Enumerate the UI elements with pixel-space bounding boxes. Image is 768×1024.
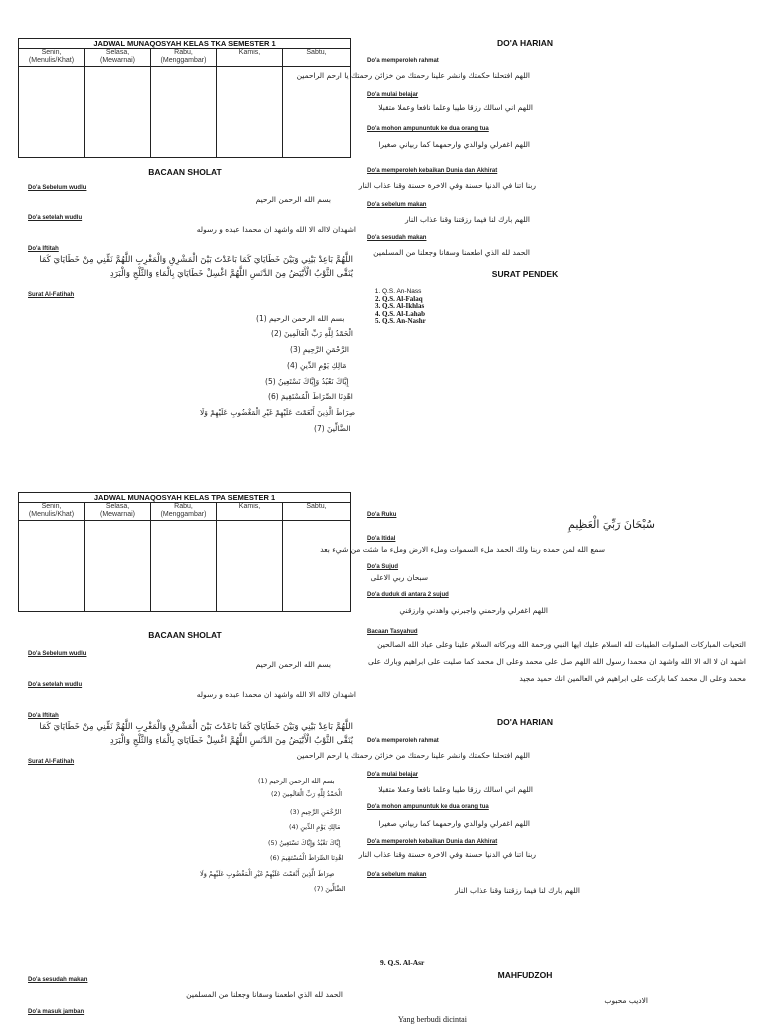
label-sesudah-makan: Do'a sesudah makan	[367, 235, 427, 241]
cell	[85, 521, 151, 612]
label-tasyahud: Bacaan Tasyahud	[367, 629, 418, 635]
arabic-text: اللهم اغفرلي ولوالدي وارحمهما كما ربياني صغيرا	[378, 819, 530, 828]
label-setelah-wudlu: Do'a setelah wudlu	[28, 215, 83, 221]
arabic-text: ربنا اتنا في الدنيا حسنة وفي الاخرة حسنة وقنا عذاب النار	[358, 850, 536, 859]
arabic-text: اللهم افتحلنا حكمتك وانشر علينا رحمتك من خزائن رحمتك يا ارحم الراحمين	[296, 751, 530, 760]
col-kamis: Kamis,	[217, 49, 283, 67]
fatihah-ayat: اهْدِنَا الصِّرَاطَ الْمُسْتَقِيمَ (6)	[270, 854, 344, 862]
arabic-paragraph: التحيات المباركات الصلوات الطيبات لله السلام عليك ايها النبي ورحمة الله وبركاته السلام علينا وعلى عباد الله الصالحين اشهد ان لا اله الا الله واشهد ان محمدا رسول الله اللهم صل على محمد وعلى ال محمد كما صليت على ابراهيم وبارك على محمد وعلى ال محمد كما باركت على ابراهيم في العالمين انك حميد مجيد	[367, 640, 746, 683]
col-sabtu: Sabtu,	[283, 49, 351, 67]
section-heading: DO'A HARIAN	[496, 717, 553, 727]
label-sebelum-wudlu: Do'a Sebelum wudlu	[28, 185, 87, 191]
section-heading: SURAT PENDEK	[491, 269, 559, 279]
col-sabtu: Sabtu,	[283, 503, 351, 521]
list-item: 3. Q.S. Al-Ikhlas	[382, 303, 426, 311]
cell	[217, 521, 283, 612]
section-heading: MAHFUDZOH	[497, 970, 553, 980]
label-ortu: Do'a mohon ampununtuk ke dua orang tua	[367, 126, 489, 132]
label-setelah-wudlu: Do'a setelah wudlu	[28, 682, 83, 688]
label-fatihah: Surat Al-Fatihah	[28, 292, 75, 298]
list-item: 5. Q.S. An-Nashr	[382, 318, 426, 326]
surat-list	[366, 288, 426, 326]
label-ortu: Do'a mohon ampununtuk ke dua orang tua	[367, 804, 489, 810]
arabic-paragraph: اللَّهُمَّ بَاعِدْ بَيْنِي وَبَيْنَ خَطَايَايَ كَمَا بَاعَدْتَ بَيْنَ الْمَشْرِقِ وَالْمَغْرِبِ اللَّهُمَّ نَقِّنِي مِنْ خَطَايَايَ كَمَا يُنَقَّى الثَّوْبُ الْأَبْيَضُ مِنَ الدَّنَسِ اللَّهُمَّ اغْسِلْ خَطَايَايَ بِالْمَاءِ وَالثَّلْجِ وَالْبَرَدِ	[39, 722, 353, 746]
list-item: 1. Q.S. An-Nass	[382, 288, 426, 296]
label-dunia: Do'a memperoleh kebaikan Dunia dan Akhirat	[367, 168, 498, 174]
arabic-text: سمع الله لمن حمده ربنا ولك الحمد ملء السموات وملء الارض وملء ما شئت من شيء بعد	[320, 545, 605, 554]
arabic-text: الاديب محبوب	[604, 996, 648, 1005]
label-iftitah: Do'a Iftitah	[28, 246, 59, 252]
section-heading: DO'A HARIAN	[496, 38, 553, 48]
arabic-text: سبحان ربي الاعلى	[370, 573, 428, 582]
arabic-text: الحمد لله الذي اطعمنا وسقانا وجعلنا من المسلمين	[186, 990, 343, 999]
cell	[283, 67, 351, 158]
label-rahmat: Do'a memperoleh rahmat	[367, 738, 439, 744]
list-item: 4. Q.S. Al-Lahab	[382, 311, 426, 319]
fatihah-ayat: اهْدِنَا الصِّرَاطَ الْمُسْتَقِيمَ (6)	[268, 392, 353, 401]
fatihah-ayat: الْحَمْدُ لِلَّهِ رَبِّ الْعَالَمِينَ (2)	[271, 329, 354, 338]
col-senin: Senin, (Menulis/Khat)	[19, 49, 85, 67]
label-dunia: Do'a memperoleh kebaikan Dunia dan Akhirat	[367, 839, 498, 845]
label-sesudah-makan: Do'a sesudah makan	[28, 977, 88, 983]
col-selasa: Selasa, (Mewarnai)	[85, 49, 151, 67]
cell	[283, 521, 351, 612]
arabic-text: اللهم بارك لنا فيما رزقتنا وقنا عذاب النار	[455, 886, 580, 895]
arabic-text: ربنا اتنا في الدنيا حسنة وفي الاخرة حسنة وقنا عذاب النار	[358, 181, 536, 190]
fatihah-ayat: إِيَّاكَ نَعْبُدُ وَإِيَّاكَ نَسْتَعِينُ (5)	[268, 839, 341, 847]
cell	[151, 521, 217, 612]
col-rabu: Rabu, (Menggambar)	[151, 503, 217, 521]
arabic-text: بسم الله الرحمن الرحيم	[255, 195, 331, 204]
arabic-text: سُبْحَانَ رَبِّيَ الْعَظِيمِ	[568, 518, 655, 531]
arabic-text: اللهم اني اسالك رزقا طيبا وعلما نافعا وعملا متقبلا	[378, 785, 533, 794]
section-heading: BACAAN SHOLAT	[148, 630, 222, 640]
cell	[85, 67, 151, 158]
arabic-paragraph: اللَّهُمَّ بَاعِدْ بَيْنِي وَبَيْنَ خَطَايَايَ كَمَا بَاعَدْتَ بَيْنَ الْمَشْرِقِ وَالْمَغْرِبِ اللَّهُمَّ نَقِّنِي مِنْ خَطَايَايَ كَمَا يُنَقَّى الثَّوْبُ الْأَبْيَضُ مِنَ الدَّنَسِ اللَّهُمَّ اغْسِلْ خَطَايَايَ بِالْمَاءِ وَالثَّلْجِ وَالْبَرَدِ	[39, 255, 353, 279]
fatihah-ayat: صِرَاطَ الَّذِينَ أَنْعَمْتَ عَلَيْهِمْ غَيْرِ الْمَغْضُوبِ عَلَيْهِمْ وَلَا	[200, 870, 335, 878]
cell	[217, 67, 283, 158]
label-jamban: Do'a masuk jamban	[28, 1009, 85, 1015]
fatihah-ayat: مَالِكِ يَوْمِ الدِّينِ (4)	[289, 823, 341, 831]
arabic-text: اللهم افتحلنا حكمتك وانشر علينا رحمتك من خزائن رحمتك يا ارحم الراحمين	[296, 71, 530, 80]
arabic-text: اللهم بارك لنا فيما رزقتنا وقنا عذاب النار	[405, 215, 530, 224]
fatihah-ayat: الْحَمْدُ لِلَّهِ رَبِّ الْعَالَمِينَ (2)	[271, 790, 343, 798]
fatihah-ayat: الرَّحْمَنِ الرَّحِيمِ (3)	[290, 808, 342, 816]
fatihah-ayat: الضَّالِّينَ (7)	[314, 424, 351, 433]
label-iftitah: Do'a Iftitah	[28, 713, 59, 719]
label-sebelum-makan: Do'a sebelum makan	[367, 872, 427, 878]
fatihah-ayat: بسم الله الرحمن الرحيم (1)	[256, 314, 345, 323]
arabic-text: اشهدان لااله الا الله واشهد ان محمدا عبده و رسوله	[196, 690, 356, 699]
fatihah-ayat: بسم الله الرحمن الرحيم (1)	[258, 777, 335, 785]
label-belajar: Do'a mulai belajar	[367, 772, 419, 778]
cell	[19, 67, 85, 158]
label-rahmat: Do'a memperoleh rahmat	[367, 58, 439, 64]
cell	[151, 67, 217, 158]
arabic-text: اللهم اني اسالك رزقا طيبا وعلما نافعا وعملا متقبلا	[378, 103, 533, 112]
arabic-text: اللهم اغفرلي وارحمني واجبرني واهدني وارزقني	[399, 606, 548, 615]
col-kamis: Kamis,	[217, 503, 283, 521]
arabic-text: اشهدان لااله الا الله واشهد ان محمدا عبده و رسوله	[196, 225, 356, 234]
label-sujud: Do'a Sujud	[367, 564, 399, 570]
label-ruku: Do'a Ruku	[367, 512, 397, 518]
col-selasa: Selasa, (Mewarnai)	[85, 503, 151, 521]
list-item: 2. Q.S. Al-Falaq	[382, 296, 426, 304]
surat-item-9: 9. Q.S. Al-Asr	[380, 958, 425, 967]
schedule-table-tka	[18, 38, 351, 158]
label-belajar: Do'a mulai belajar	[367, 92, 419, 98]
schedule-title: JADWAL MUNAQOSYAH KELAS TKA SEMESTER 1	[19, 39, 351, 49]
arabic-text: اللهم اغفرلي ولوالدي وارحمهما كما ربياني صغيرا	[378, 140, 530, 149]
label-sebelum-wudlu: Do'a Sebelum wudlu	[28, 651, 87, 657]
schedule-table-tpa	[18, 492, 351, 612]
fatihah-ayat: صِرَاطَ الَّذِينَ أَنْعَمْتَ عَلَيْهِمْ غَيْرِ الْمَغْضُوبِ عَلَيْهِمْ وَلَا	[200, 408, 356, 417]
fatihah-ayat: إِيَّاكَ نَعْبُدُ وَإِيَّاكَ نَسْتَعِينُ (5)	[265, 377, 349, 386]
section-heading: BACAAN SHOLAT	[148, 167, 222, 177]
fatihah-ayat: الرَّحْمَنِ الرَّحِيمِ (3)	[290, 345, 349, 354]
col-rabu: Rabu, (Menggambar)	[151, 49, 217, 67]
arabic-text: بسم الله الرحمن الرحيم	[255, 660, 331, 669]
fatihah-ayat: الضَّالِّينَ (7)	[314, 885, 346, 893]
arabic-text: الحمد لله الذي اطعمنا وسقانا وجعلنا من المسلمين	[373, 248, 530, 257]
translation-text: Yang berbudi dicintai	[398, 1015, 467, 1024]
label-duduk: Do'a duduk di antara 2 sujud	[367, 592, 449, 598]
schedule-title: JADWAL MUNAQOSYAH KELAS TPA SEMESTER 1	[19, 493, 351, 503]
label-fatihah: Surat Al-Fatihah	[28, 759, 75, 765]
label-sebelum-makan: Do'a sebelum makan	[367, 202, 427, 208]
cell	[19, 521, 85, 612]
label-itidal: Do'a Itidal	[367, 536, 396, 542]
col-senin: Senin, (Menulis/Khat)	[19, 503, 85, 521]
fatihah-ayat: مَالِكِ يَوْمِ الدِّينِ (4)	[287, 361, 347, 370]
